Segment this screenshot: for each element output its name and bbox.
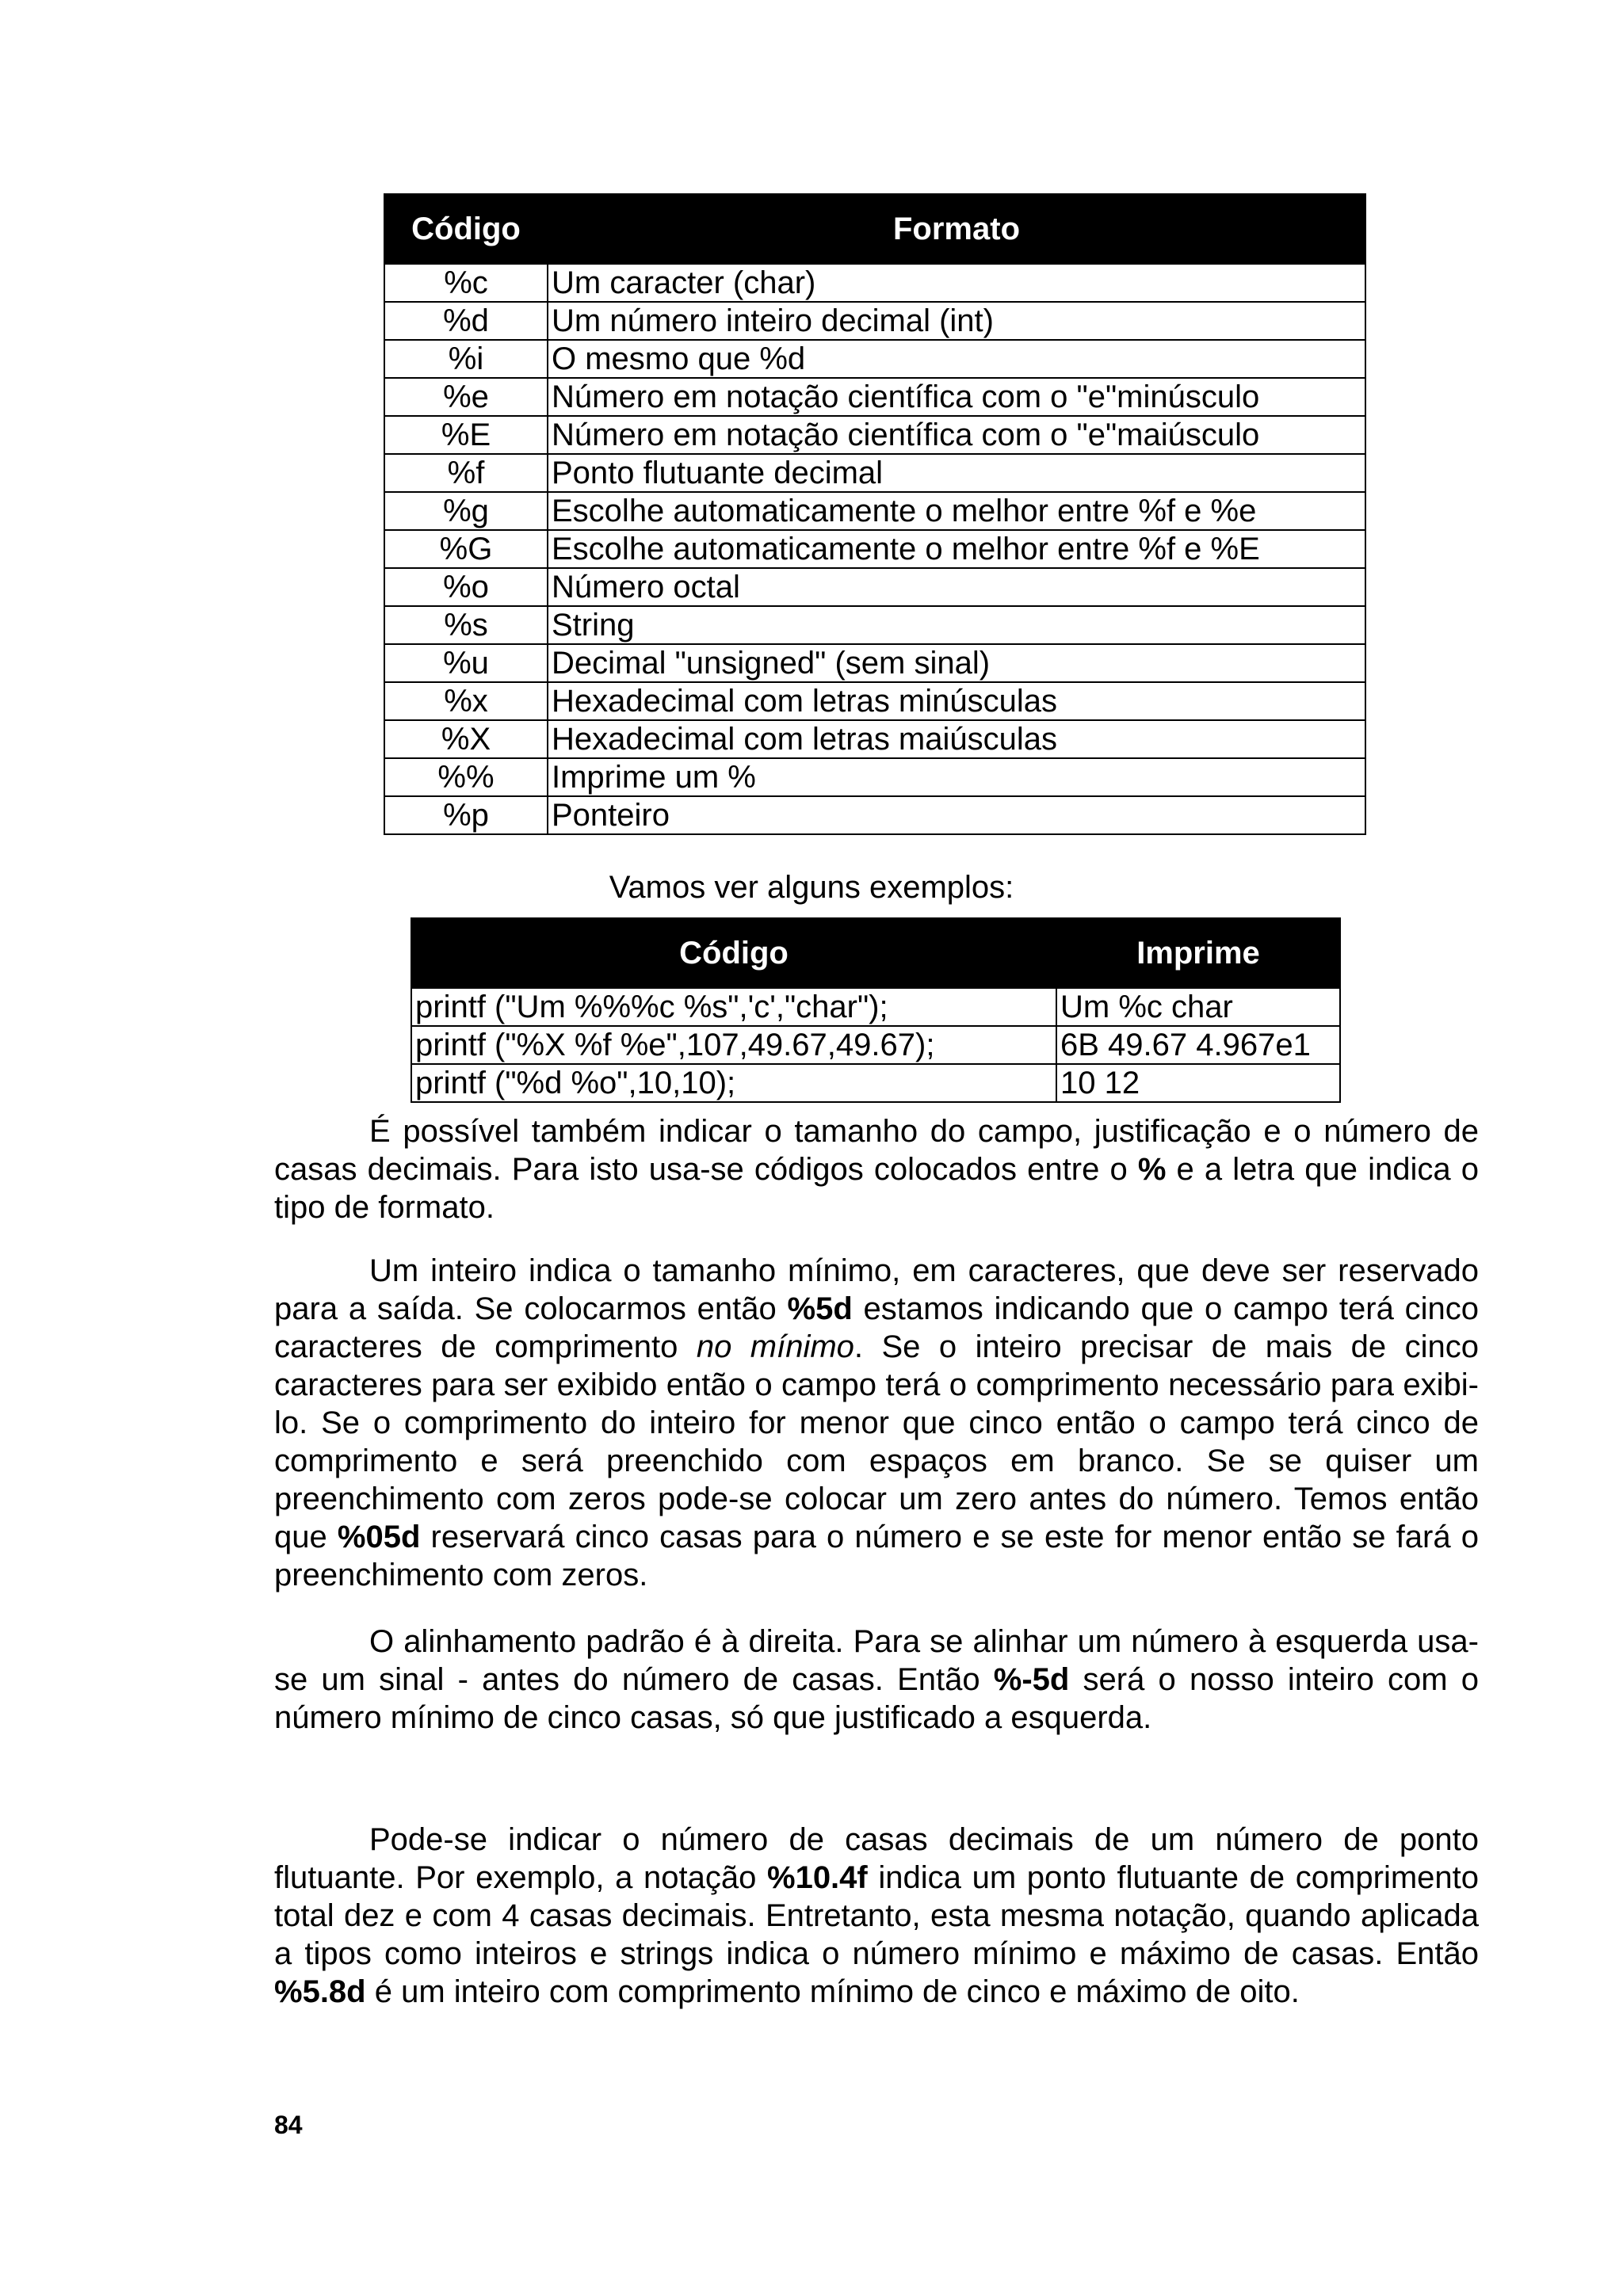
table-row: [411, 1064, 1340, 1102]
table-row: [384, 492, 1365, 530]
paragraph-bold: %: [1137, 1152, 1167, 1187]
examples-table: [411, 917, 1341, 1103]
format-code-cell: %e: [384, 378, 548, 416]
table-row: [384, 758, 1365, 796]
format-code-cell: %g: [384, 492, 548, 530]
format-desc-cell: String: [548, 606, 1365, 644]
paragraph-text: É possível também indicar o tamanho do campo, justificação e o número de casas decimais. Para isto usa-se códigos colocados entre o: [274, 1114, 1479, 1187]
table-row: [411, 1026, 1340, 1064]
column-header-code: Código: [411, 918, 1056, 988]
format-code-cell: %%: [384, 758, 548, 796]
column-header-format: Formato: [548, 194, 1365, 264]
format-desc-cell: Um número inteiro decimal (int): [548, 302, 1365, 340]
example-output-cell: 6B 49.67 4.967e1: [1056, 1026, 1340, 1064]
paragraph-decimal-places: [274, 1821, 1479, 2011]
format-desc-cell: Ponto flutuante decimal: [548, 454, 1365, 492]
format-desc-cell: O mesmo que %d: [548, 340, 1365, 378]
table-row: [384, 682, 1365, 720]
paragraph-field-size: [274, 1112, 1479, 1226]
format-desc-cell: Ponteiro: [548, 796, 1365, 834]
paragraph-text: indica um ponto flutuante de comprimento total dez e com 4 casas decimais. Entretanto, esta mesma notação, quando aplicada a tipos como inteiros e strings indica o número mínimo e máximo de casas. Então: [274, 1860, 1480, 1971]
format-desc-cell: Decimal "unsigned" (sem sinal): [548, 644, 1365, 682]
paragraph-alignment: [274, 1623, 1479, 1737]
format-code-cell: %o: [384, 568, 548, 606]
format-desc-cell: Escolhe automaticamente o melhor entre %f e %E: [548, 530, 1365, 568]
paragraph-text: O alinhamento padrão é à direita. Para se alinhar um número à esquerda usa-se um sinal - antes do número de casas. Então: [274, 1624, 1479, 1697]
table-row: [411, 988, 1340, 1026]
paragraph-text: estamos indicando que o campo terá cinco caracteres de comprimento: [274, 1291, 1480, 1364]
column-header-code: Código: [384, 194, 548, 264]
paragraph-text: . Se o inteiro precisar de mais de cinco caracteres para ser exibido então o campo terá o comprimento necessário para exibi-lo. Se o comprimento do inteiro for menor que cinco então o campo terá cinco de comprimento e será preenchido com espaços em branco. Se se quiser um preenchimento com zeros pode-se colocar um zero antes do número. Temos então que: [274, 1329, 1479, 1554]
table-row: [384, 568, 1365, 606]
format-code-cell: %c: [384, 264, 548, 302]
format-code-cell: %E: [384, 416, 548, 454]
format-code-cell: %u: [384, 644, 548, 682]
example-code-cell: printf ("%X %f %e",107,49.67,49.67);: [411, 1026, 1056, 1064]
examples-intro: Vamos ver alguns exemplos:: [609, 870, 1014, 905]
example-output-cell: Um %c char: [1056, 988, 1340, 1026]
format-code-cell: %s: [384, 606, 548, 644]
table-row: [384, 720, 1365, 758]
format-desc-cell: Imprime um %: [548, 758, 1365, 796]
paragraph-bold: %05d: [337, 1520, 421, 1554]
format-code-cell: %G: [384, 530, 548, 568]
format-code-cell: %f: [384, 454, 548, 492]
table-row: [384, 340, 1365, 378]
example-code-cell: printf ("Um %%%c %s",'c',"char");: [411, 988, 1056, 1026]
format-desc-cell: Hexadecimal com letras minúsculas: [548, 682, 1365, 720]
paragraph-bold: %10.4f: [767, 1860, 868, 1895]
paragraph-bold: %5.8d: [274, 1974, 366, 2009]
format-desc-cell: Um caracter (char): [548, 264, 1365, 302]
table-row: [384, 796, 1365, 834]
column-header-prints: Imprime: [1056, 918, 1340, 988]
paragraph-text: Um inteiro indica o tamanho mínimo, em caracteres, que deve ser reservado para a saída. Se colocarmos então: [274, 1253, 1479, 1326]
format-code-cell: %X: [384, 720, 548, 758]
page-number: 84: [274, 2111, 303, 2139]
paragraph-minimum-width: [274, 1252, 1479, 1594]
format-code-cell: %p: [384, 796, 548, 834]
table-row: [384, 606, 1365, 644]
format-desc-cell: Número em notação científica com o "e"maiúsculo: [548, 416, 1365, 454]
paragraph-bold: %-5d: [993, 1662, 1070, 1697]
table-header-row: [411, 918, 1340, 988]
table-row: [384, 264, 1365, 302]
paragraph-text: Pode-se indicar o número de casas decimais de um número de ponto flutuante. Por exemplo, a notação: [274, 1822, 1479, 1895]
table-row: [384, 644, 1365, 682]
table-row: [384, 454, 1365, 492]
format-code-cell: %d: [384, 302, 548, 340]
table-row: [384, 378, 1365, 416]
table-header-row: [384, 194, 1365, 264]
format-codes-table: [384, 193, 1366, 835]
table-row: [384, 302, 1365, 340]
paragraph-bold: %5d: [787, 1291, 853, 1326]
paragraph-text: é um inteiro com comprimento mínimo de cinco e máximo de oito.: [365, 1974, 1300, 2009]
format-code-cell: %i: [384, 340, 548, 378]
example-output-cell: 10 12: [1056, 1064, 1340, 1102]
table-row: [384, 530, 1365, 568]
paragraph-text: reservará cinco casas para o número e se este for menor então se fará o preenchimento com zeros.: [274, 1520, 1479, 1592]
format-desc-cell: Escolhe automaticamente o melhor entre %f e %e: [548, 492, 1365, 530]
paragraph-italic: no mínimo: [696, 1329, 854, 1364]
format-code-cell: %x: [384, 682, 548, 720]
format-desc-cell: Número em notação científica com o "e"minúsculo: [548, 378, 1365, 416]
example-code-cell: printf ("%d %o",10,10);: [411, 1064, 1056, 1102]
paragraph-text: será o nosso inteiro com o número mínimo de cinco casas, só que justificado a esquerda.: [274, 1662, 1480, 1735]
format-desc-cell: Hexadecimal com letras maiúsculas: [548, 720, 1365, 758]
table-row: [384, 416, 1365, 454]
format-desc-cell: Número octal: [548, 568, 1365, 606]
paragraph-text: e a letra que indica o tipo de formato.: [274, 1152, 1479, 1225]
